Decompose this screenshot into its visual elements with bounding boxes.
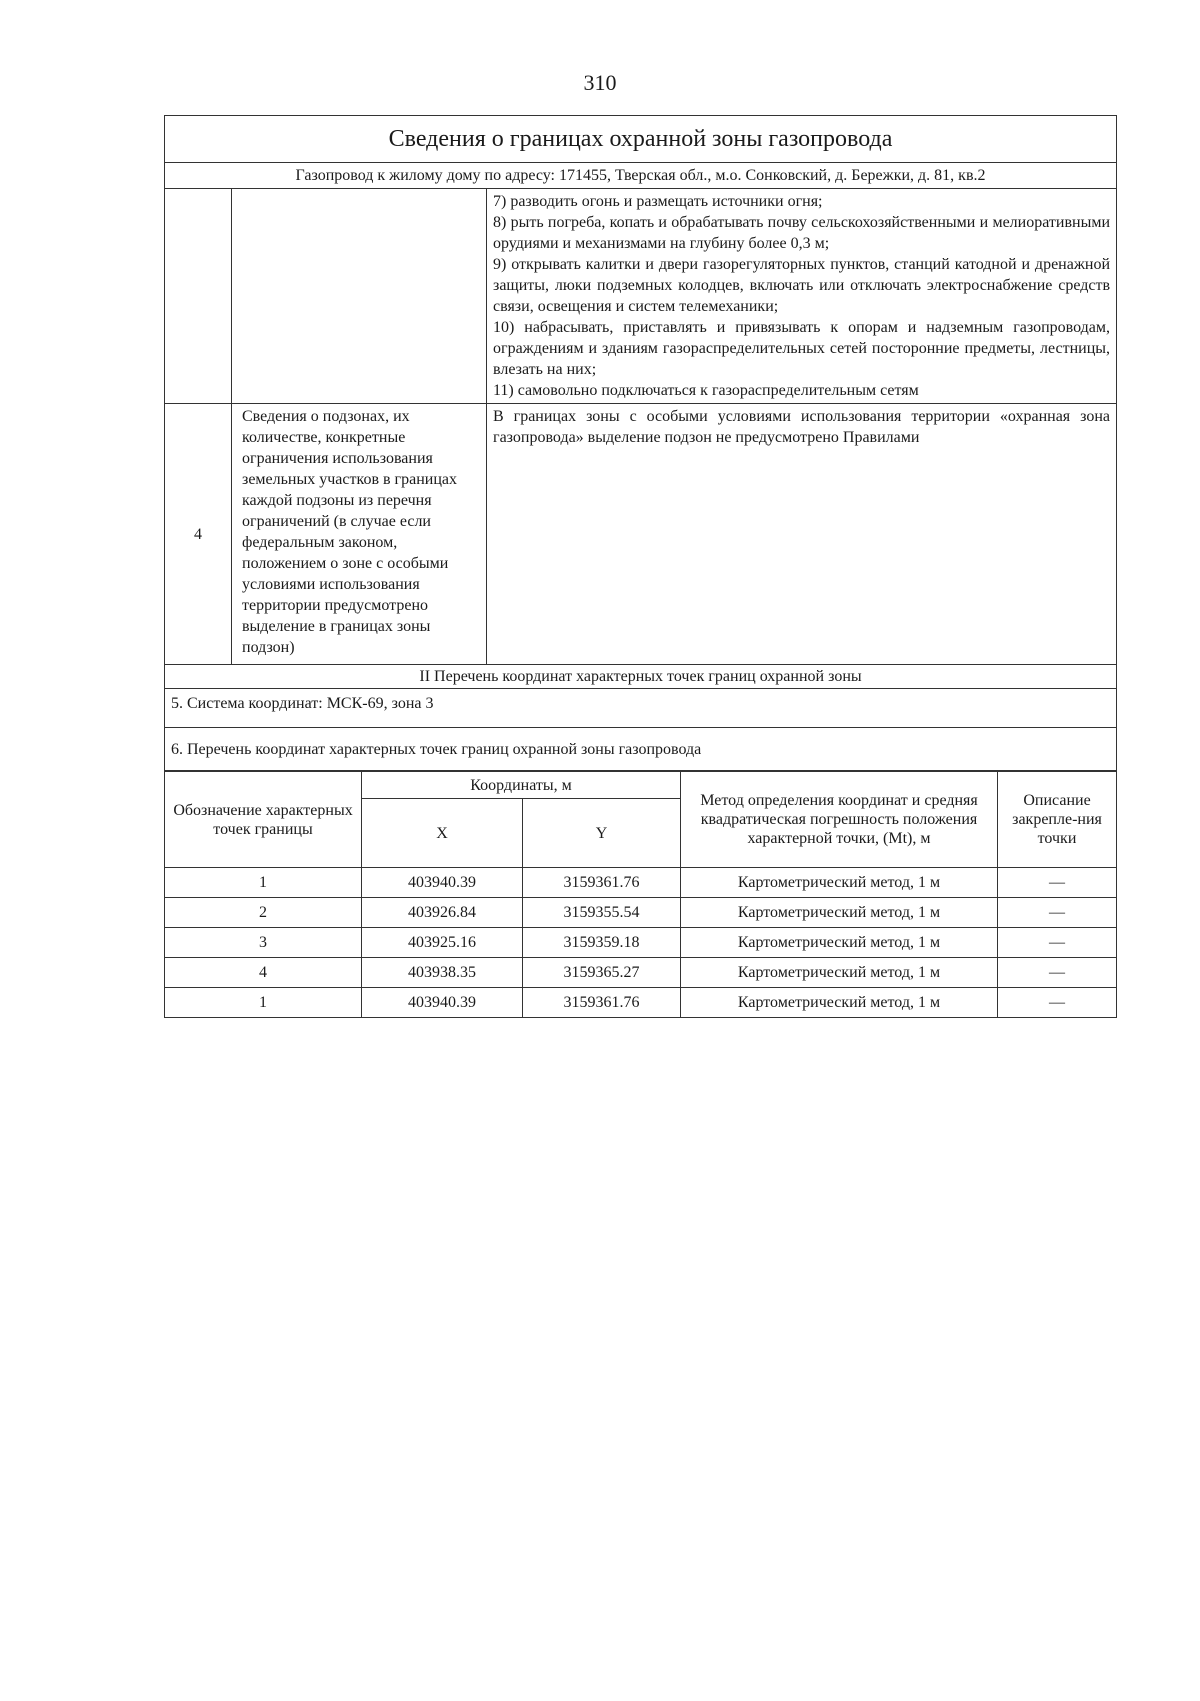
y-cell: 3159361.76 (523, 868, 681, 898)
desc-cell: — (998, 868, 1117, 898)
col-header-coordinates: Координаты, м (362, 772, 681, 799)
desc-cell: — (998, 958, 1117, 988)
document-body (164, 115, 1116, 1018)
coordinate-system: 5. Система координат: МСК-69, зона 3 (165, 689, 1117, 728)
desc-cell: — (998, 928, 1117, 958)
restriction-item: 10) набрасывать, приставлять и привязывать к опорам и надземным газопроводам, ограждениям и зданиям газораспределительных сетей посторонние предметы, лестницы, влезать на них; (493, 319, 1111, 378)
restriction-item: 7) разводить огонь и размещать источники огня; (493, 193, 823, 210)
table-row (165, 988, 1117, 1018)
table-row (165, 898, 1117, 928)
y-cell: 3159359.18 (523, 928, 681, 958)
row-number: 4 (165, 404, 232, 665)
x-cell: 403938.35 (362, 958, 523, 988)
point-cell: 4 (165, 958, 362, 988)
restrictions-number-cell (165, 189, 232, 404)
document-subtitle: Газопровод к жилому дому по адресу: 171455, Тверская обл., м.о. Сонковский, д. Бережки, д. 81, кв.2 (165, 163, 1117, 189)
table-row (165, 928, 1117, 958)
subzones-row (165, 404, 1117, 665)
col-header-designation: Обозначение характерных точек границы (165, 772, 362, 868)
point-cell: 1 (165, 868, 362, 898)
col-header-description: Описание закрепле-ния точки (998, 772, 1117, 868)
table-row (165, 958, 1117, 988)
x-cell: 403925.16 (362, 928, 523, 958)
col-header-method: Метод определения координат и средняя квадратическая погрешность положения характерной точки, (Мt), м (681, 772, 998, 868)
method-cell: Картометрический метод, 1 м (681, 928, 998, 958)
method-cell: Картометрический метод, 1 м (681, 958, 998, 988)
desc-cell: — (998, 898, 1117, 928)
point-cell: 1 (165, 988, 362, 1018)
table-row (165, 868, 1117, 898)
subzones-value: В границах зоны с особыми условиями использования территории «охранная зона газопровода» выделение подзон не предусмотрено Правилами (487, 404, 1117, 665)
x-cell: 403940.39 (362, 868, 523, 898)
page-number: 310 (583, 70, 617, 95)
section-heading: II Перечень координат характерных точек границ охранной зоны (165, 665, 1117, 689)
zone-info-table (164, 115, 1117, 771)
restriction-item: 11) самовольно подключаться к газораспределительным сетям (493, 382, 919, 399)
restrictions-label-cell (232, 189, 487, 404)
desc-cell: — (998, 988, 1117, 1018)
coordinates-table (164, 771, 1117, 1018)
col-header-y: Y (523, 799, 681, 868)
y-cell: 3159361.76 (523, 988, 681, 1018)
method-cell: Картометрический метод, 1 м (681, 988, 998, 1018)
y-cell: 3159355.54 (523, 898, 681, 928)
document-title: Сведения о границах охранной зоны газопровода (165, 116, 1117, 163)
point-cell: 3 (165, 928, 362, 958)
x-cell: 403940.39 (362, 988, 523, 1018)
method-cell: Картометрический метод, 1 м (681, 898, 998, 928)
restrictions-row (165, 189, 1117, 404)
y-cell: 3159365.27 (523, 958, 681, 988)
point-cell: 2 (165, 898, 362, 928)
restrictions-list (487, 189, 1117, 404)
subzones-label: Сведения о подзонах, их количестве, конкретные ограничения использования земельных участков в границах каждой подзоны из перечня ограничений (в случае если федеральным законом, положением о зоне с особыми условиями использования территории предусмотрено выделение в границах зоны подзон) (232, 404, 487, 665)
x-cell: 403926.84 (362, 898, 523, 928)
restriction-item: 9) открывать калитки и двери газорегуляторных пунктов, станций катодной и дренажной защиты, люки подземных колодцев, включать или отключать электроснабжение средств связи, освещения и систем телемеханики; (493, 256, 1111, 315)
col-header-x: X (362, 799, 523, 868)
method-cell: Картометрический метод, 1 м (681, 868, 998, 898)
restriction-item: 8) рыть погреба, копать и обрабатывать почву сельскохозяйственными и мелиоративными орудиями и механизмами на глубину более 0,3 м; (493, 214, 1111, 252)
coordinates-list-title: 6. Перечень координат характерных точек границ охранной зоны газопровода (165, 728, 1117, 771)
